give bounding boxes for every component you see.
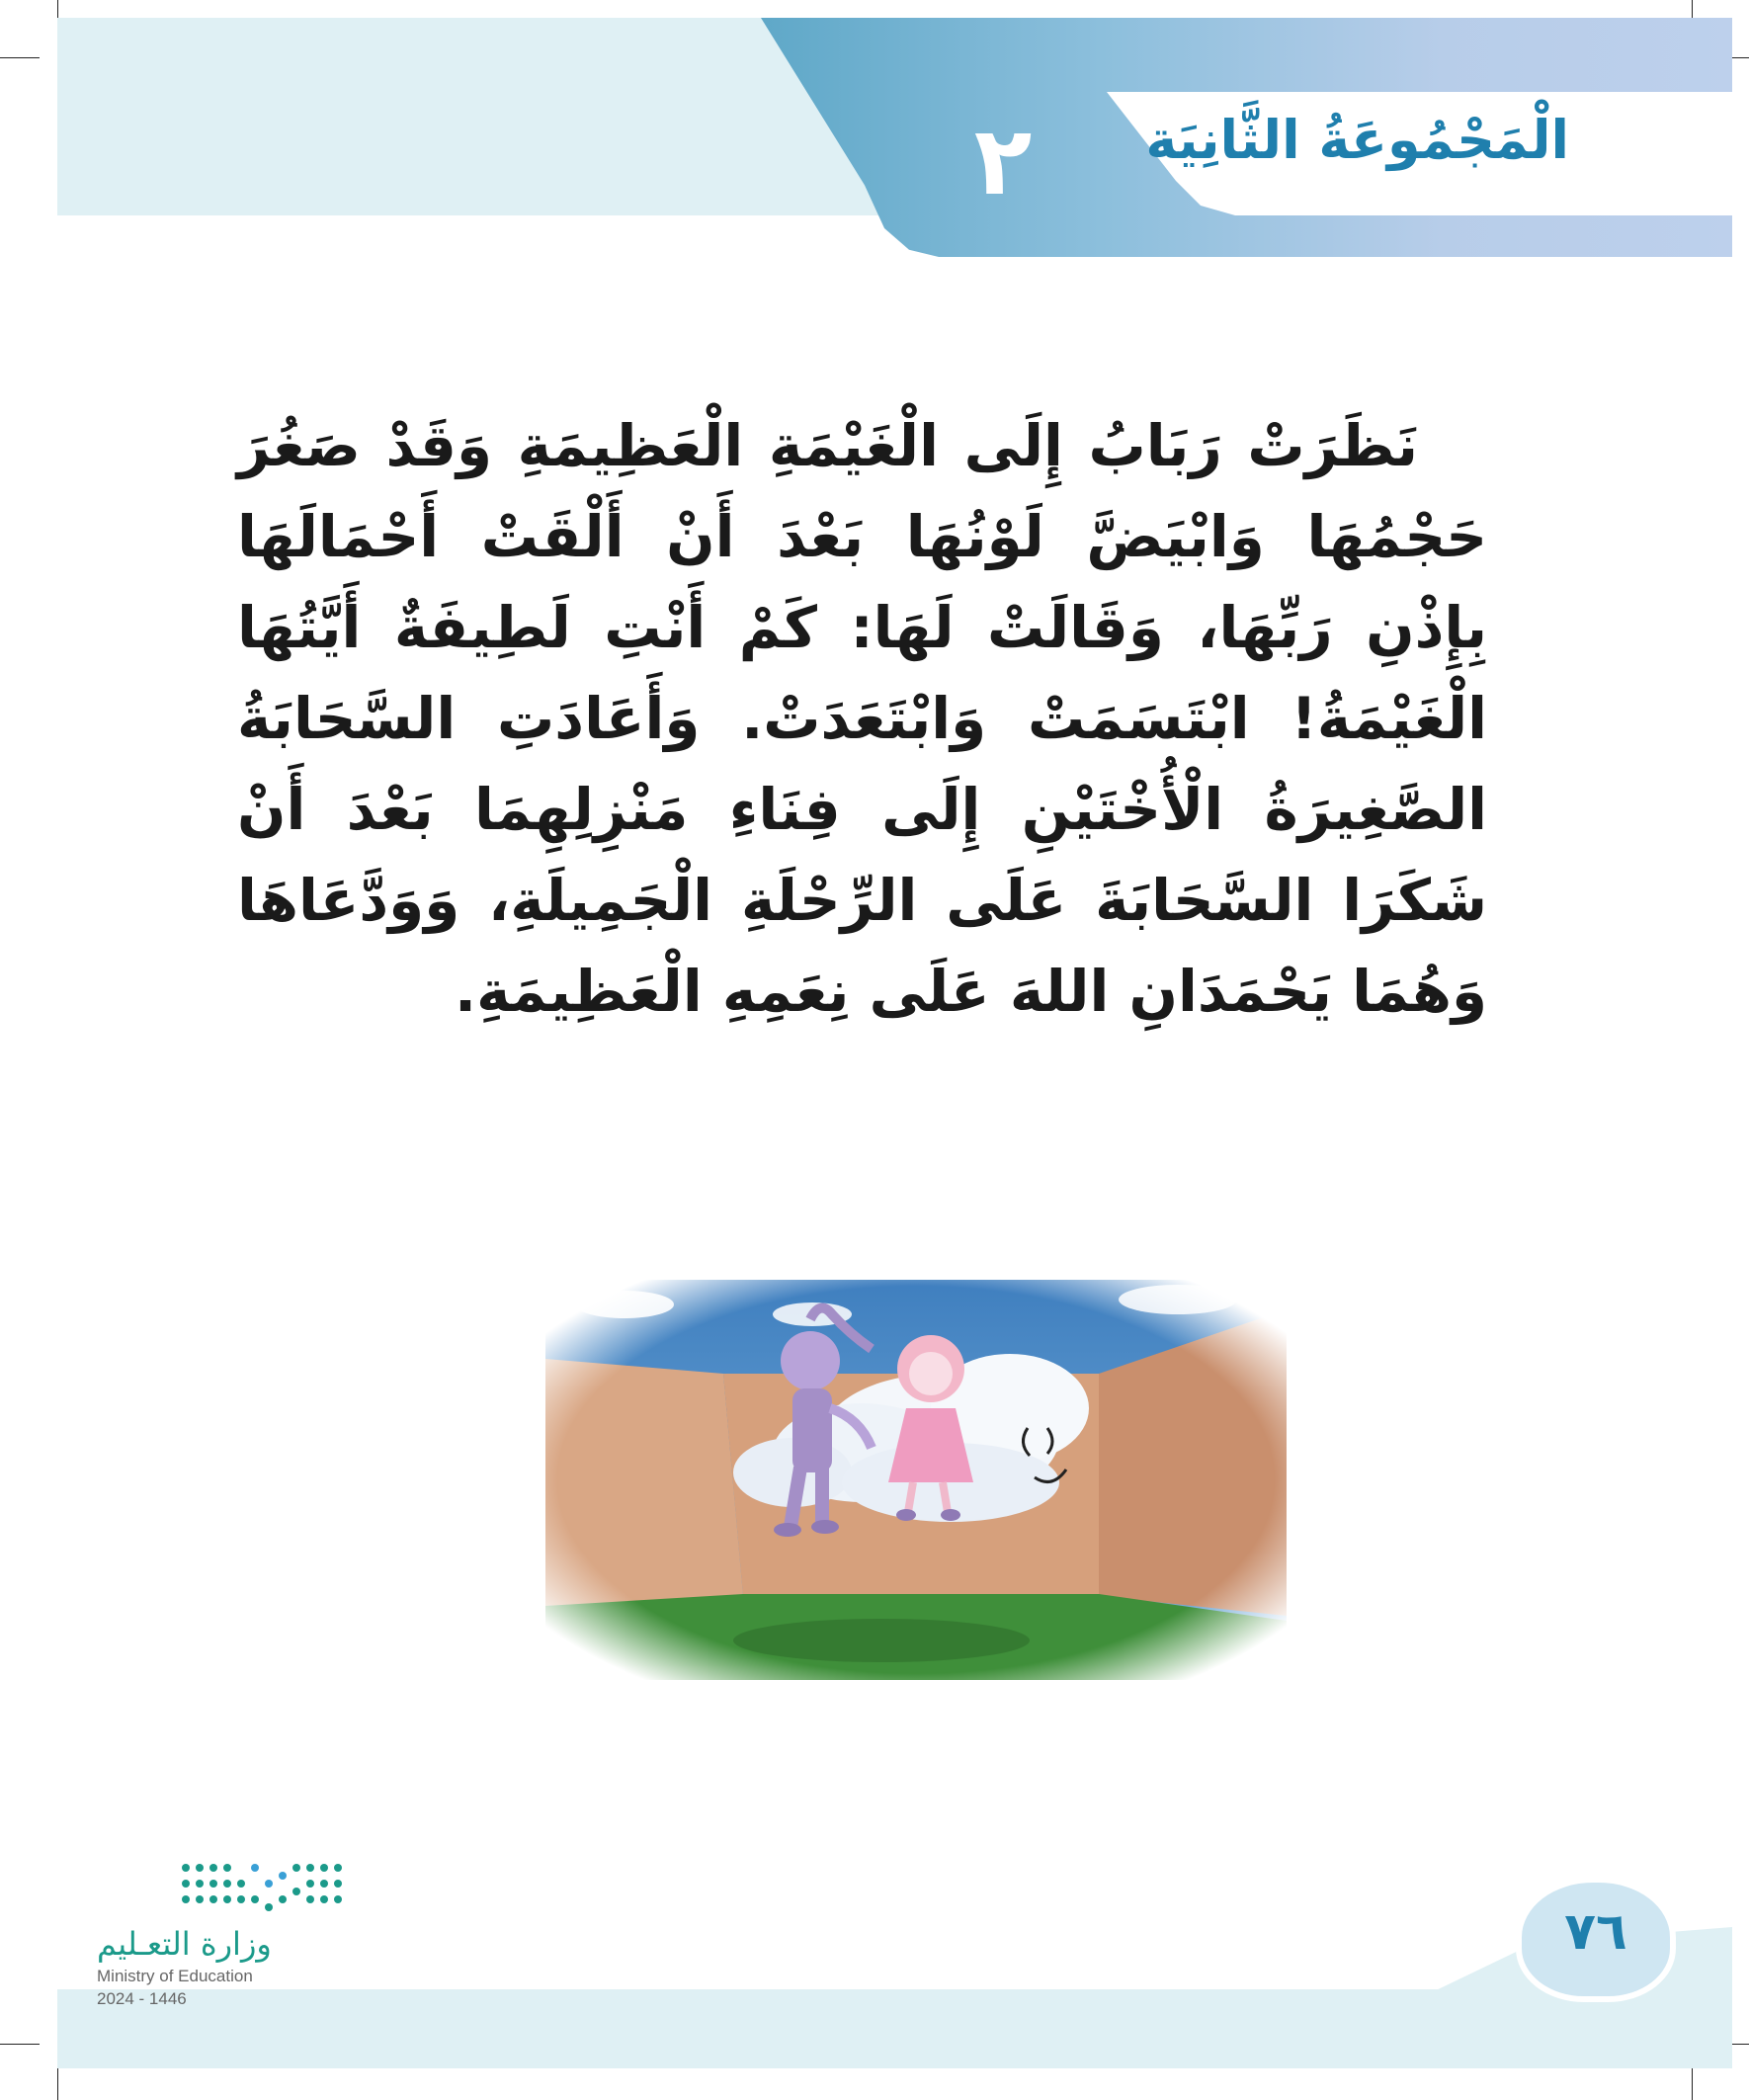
vignette xyxy=(545,1280,1287,1680)
crop-mark xyxy=(57,2065,58,2100)
ministry-name-arabic: وزارة التعـليم xyxy=(97,1925,272,1963)
page-number: ٧٦ xyxy=(1564,1902,1627,1962)
unit-number: ٢ xyxy=(973,106,1033,216)
story-paragraph: نَظَرَتْ رَبَابُ إِلَى الْغَيْمَةِ الْعَظِيمَةِ وَقَدْ صَغُرَ حَجْمُهَا وَابْيَضَّ لَوْنُهَا بَعْدَ أَنْ أَلْقَتْ أَحْمَالَهَا بِإِذْنِ رَبِّهَا، وَقَالَتْ لَهَا: كَمْ أَنْتِ لَطِيفَةٌ أَيَّتُهَا الْغَيْمَةُ! ابْتَسَمَتْ وَابْتَعَدَتْ. وَأَعَادَتِ السَّحَابَةُ الصَّغِيرَةُ الْأُخْتَيْنِ إِلَى فِنَاءِ مَنْزِلِهِمَا بَعْدَ أَنْ شَكَرَا السَّحَابَةَ عَلَى الرِّحْلَةِ الْجَمِيلَةِ، وَوَدَّعَاهَا وَهُمَا يَحْمَدَانِ اللهَ عَلَى نِعَمِهِ الْعَظِيمَةِ. xyxy=(237,412,1487,1025)
story-illustration xyxy=(545,1280,1287,1680)
ministry-name-english: Ministry of Education xyxy=(97,1967,253,1985)
crop-mark xyxy=(1692,2065,1693,2100)
section-title: الْمَجْمُوعَةُ الثَّانِيَة xyxy=(1145,109,1569,171)
illustration-svg xyxy=(545,1280,1287,1680)
edition-year: 2024 - 1446 xyxy=(97,1989,187,2008)
crop-mark xyxy=(0,2044,40,2045)
ministry-logo-icon xyxy=(178,1858,356,1921)
dots-icon xyxy=(178,1858,356,1917)
story-text xyxy=(237,400,1487,1037)
crop-mark xyxy=(0,57,40,58)
